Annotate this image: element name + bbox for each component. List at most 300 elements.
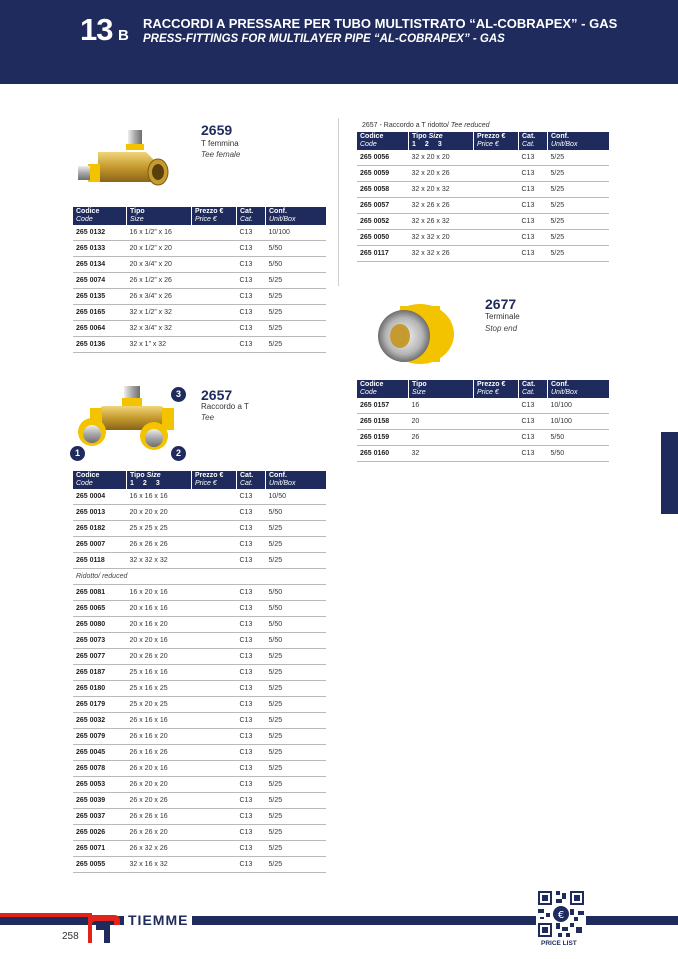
cell-code: 265 0004 [73,489,127,505]
cell-box: 10/100 [548,398,610,414]
cell-price [192,321,237,337]
cell-price [192,537,237,553]
cell-box: 5/25 [266,793,327,809]
cell-price [474,430,519,446]
cell-cat: C13 [237,225,266,241]
cell-box: 5/25 [266,681,327,697]
cell-box: 5/25 [266,521,327,537]
table-row [357,198,609,214]
table-row [73,825,326,841]
tee-female-image [76,126,186,198]
cell-code: 265 0071 [73,841,127,857]
cell-box: 5/25 [548,182,610,198]
table-row [73,665,326,681]
table-row [73,793,326,809]
col-price: Prezzo € Price € [192,207,237,225]
cell-box: 5/50 [266,601,327,617]
cell-box: 5/25 [266,553,327,569]
cell-code: 265 0081 [73,585,127,601]
table-row [73,713,326,729]
cell-box: 5/25 [266,337,327,353]
cell-box: 5/25 [266,649,327,665]
col-size: Tipo Size 1 2 3 [127,471,192,489]
cell-box: 5/25 [266,777,327,793]
product-code-2677: 2677 [485,296,517,312]
footer-stripe-right [586,916,678,925]
cell-code: 265 0135 [73,289,127,305]
cell-box: 5/25 [548,214,610,230]
table-row [73,337,326,353]
cell-price [474,230,519,246]
cell-cat: C13 [237,273,266,289]
cell-size: 25 x 16 x 16 [127,665,192,681]
cell-box: 10/100 [548,414,610,430]
price-list-label: PRICE LIST [541,940,577,947]
cell-size: 20 [409,414,474,430]
col-price: Prezzo € Price € [192,471,237,489]
cell-code: 265 0055 [73,857,127,873]
product-desc-en-2659: Tee female [201,150,241,159]
cell-cat: C13 [237,505,266,521]
cell-code: 265 0057 [357,198,409,214]
table-header [73,471,326,489]
cell-price [192,273,237,289]
product-desc-it-2677: Terminale [485,312,520,321]
cell-code: 265 0074 [73,273,127,289]
table-row [357,414,609,430]
section-side-tab [661,432,678,514]
cell-size: 16 [409,398,474,414]
cell-size: 20 x 16 x 16 [127,601,192,617]
cell-box: 5/50 [266,241,327,257]
cell-cat: C13 [237,585,266,601]
callout-1: 1 [70,446,85,461]
cell-price [192,241,237,257]
cell-size: 26 x 20 x 26 [127,793,192,809]
cell-code: 265 0007 [73,537,127,553]
cell-price [192,809,237,825]
product-desc-it-2659: T femmina [201,139,239,148]
cell-box: 5/25 [266,745,327,761]
cell-size: 26 x 1/2” x 26 [127,273,192,289]
cell-cat: C13 [237,857,266,873]
callout-2: 2 [171,446,186,461]
cell-price [192,305,237,321]
cell-cat: C13 [519,230,548,246]
table-row [357,398,609,414]
cell-price [474,150,519,166]
page-subtitle: PRESS-FITTINGS FOR MULTILAYER PIPE “AL-COBRAPEX” - GAS [143,33,505,45]
cell-size: 25 x 25 x 25 [127,521,192,537]
svg-text:€: € [557,910,565,921]
cell-size: 25 x 20 x 25 [127,697,192,713]
cell-size: 26 [409,430,474,446]
cell-cat: C13 [519,430,548,446]
cell-cat: C13 [519,150,548,166]
table-row [73,489,326,505]
cell-box: 5/25 [266,305,327,321]
cell-code: 265 0118 [73,553,127,569]
col-box: Conf. Unit/Box [548,380,610,398]
cell-box: 5/25 [266,665,327,681]
cell-box: 5/25 [266,697,327,713]
cell-size: 26 x 16 x 20 [127,729,192,745]
cell-price [192,553,237,569]
cell-code: 265 0077 [73,649,127,665]
col-cat: Cat. Cat. [237,471,266,489]
brand-logo: TIEMME [124,911,192,929]
cell-price [192,665,237,681]
col-cat: Cat. Cat. [237,207,266,225]
reduced-label: Ridotto/ reduced [73,569,326,585]
cell-cat: C13 [237,729,266,745]
cell-price [192,289,237,305]
cell-price [474,182,519,198]
cell-box: 5/50 [266,257,327,273]
table-header [73,207,326,225]
cell-cat: C13 [237,649,266,665]
cell-code: 265 0052 [357,214,409,230]
cell-box: 5/25 [266,857,327,873]
col-size: Tipo Size [409,380,474,398]
cell-code: 265 0160 [357,446,409,462]
page-title: RACCORDI A PRESSARE PER TUBO MULTISTRATO “AL-COBRAPEX” - GAS [143,16,618,31]
cell-code: 265 0182 [73,521,127,537]
cell-code: 265 0133 [73,241,127,257]
cell-size: 26 x 26 x 26 [127,537,192,553]
cell-price [192,745,237,761]
cell-size: 32 x 20 x 20 [409,150,474,166]
table-row [73,633,326,649]
product-desc-it-2657: Raccordo a T [201,402,249,411]
cell-cat: C13 [237,537,266,553]
cell-code: 265 0073 [73,633,127,649]
table-row [73,777,326,793]
cell-size: 32 x 32 x 26 [409,246,474,262]
cell-box: 10/100 [266,225,327,241]
cell-code: 265 0136 [73,337,127,353]
cell-cat: C13 [519,446,548,462]
cell-box: 5/25 [266,729,327,745]
reduced-subheader-row [73,569,326,585]
cell-code: 265 0032 [73,713,127,729]
cell-price [192,225,237,241]
cell-price [192,585,237,601]
cell-code: 265 0056 [357,150,409,166]
col-code: Codice Code [357,380,409,398]
cell-code: 265 0165 [73,305,127,321]
qr-code-icon[interactable] [536,889,586,939]
cell-cat: C13 [237,601,266,617]
cell-cat: C13 [237,745,266,761]
cell-code: 265 0132 [73,225,127,241]
price-table-2657-reduced [357,132,609,262]
cell-cat: C13 [237,489,266,505]
cell-price [474,246,519,262]
cell-code: 265 0058 [357,182,409,198]
cell-code: 265 0079 [73,729,127,745]
brand-mark-icon [88,913,122,945]
table-row [357,230,609,246]
cell-box: 5/25 [548,150,610,166]
cell-size: 26 x 16 x 26 [127,745,192,761]
cell-cat: C13 [519,182,548,198]
cell-code: 265 0059 [357,166,409,182]
cell-box: 5/50 [266,633,327,649]
cell-price [192,649,237,665]
cell-price [192,617,237,633]
cell-price [192,505,237,521]
table-row [73,841,326,857]
table-row [73,681,326,697]
cell-cat: C13 [237,305,266,321]
cell-price [474,214,519,230]
cell-box: 5/25 [266,321,327,337]
cell-size: 32 x 20 x 32 [409,182,474,198]
cell-size: 26 x 20 x 16 [127,761,192,777]
table-row [73,729,326,745]
cell-price [192,697,237,713]
cell-size: 20 x 20 x 20 [127,505,192,521]
cell-price [192,601,237,617]
table-row [357,166,609,182]
cell-size: 32 x 20 x 26 [409,166,474,182]
price-table-2677 [357,380,609,462]
cell-price [192,729,237,745]
cell-cat: C13 [519,246,548,262]
cell-price [474,414,519,430]
cell-box: 5/25 [266,761,327,777]
cell-cat: C13 [519,398,548,414]
col-price: Prezzo € Price € [474,132,519,150]
cell-code: 265 0039 [73,793,127,809]
cell-size: 32 x 26 x 26 [409,198,474,214]
cell-size: 26 x 26 x 20 [127,825,192,841]
cell-size: 32 x 1/2” x 32 [127,305,192,321]
cell-size: 32 x 26 x 32 [409,214,474,230]
page-header [0,0,678,84]
cell-price [474,166,519,182]
reduced-tee-caption: 2657 - Raccordo a T ridotto/ Tee reduced [362,122,490,129]
price-table-2659 [73,207,326,353]
cell-code: 265 0045 [73,745,127,761]
cell-size: 16 x 20 x 16 [127,585,192,601]
col-cat: Cat. Cat. [519,132,548,150]
cell-cat: C13 [237,809,266,825]
cell-cat: C13 [237,665,266,681]
table-row [73,521,326,537]
cell-price [192,857,237,873]
callout-3: 3 [171,387,186,402]
cell-size: 20 x 20 x 16 [127,633,192,649]
table-row [357,214,609,230]
cell-box: 5/25 [548,246,610,262]
column-divider [338,118,339,286]
cell-size: 25 x 16 x 25 [127,681,192,697]
cell-size: 20 x 26 x 20 [127,649,192,665]
cell-size: 32 x 16 x 32 [127,857,192,873]
table-row [73,273,326,289]
cell-size: 26 x 16 x 16 [127,713,192,729]
cell-price [474,446,519,462]
cell-code: 265 0159 [357,430,409,446]
stop-end-image [370,298,462,370]
table-row [73,617,326,633]
cell-code: 265 0158 [357,414,409,430]
table-row [73,321,326,337]
cell-cat: C13 [237,681,266,697]
cell-size: 32 x 1” x 32 [127,337,192,353]
product-code-2657: 2657 [201,387,233,403]
table-row [357,246,609,262]
table-row [73,601,326,617]
cell-box: 5/25 [266,273,327,289]
cell-box: 5/25 [548,230,610,246]
cell-price [192,825,237,841]
cell-price [192,841,237,857]
product-desc-en-2677: Stop end [485,324,518,333]
cell-box: 5/25 [548,198,610,214]
cell-price [192,777,237,793]
cell-code: 265 0013 [73,505,127,521]
price-table-2657 [73,471,326,873]
table-row [73,537,326,553]
cell-size: 20 x 16 x 20 [127,617,192,633]
cell-cat: C13 [237,697,266,713]
table-row [73,697,326,713]
cell-box: 5/25 [266,537,327,553]
cell-price [192,257,237,273]
cell-box: 5/25 [266,289,327,305]
cell-size: 26 x 20 x 20 [127,777,192,793]
cell-size: 26 x 32 x 26 [127,841,192,857]
cell-price [192,337,237,353]
cell-price [192,633,237,649]
cell-size: 32 x 3/4” x 32 [127,321,192,337]
table-row [357,182,609,198]
col-cat: Cat. Cat. [519,380,548,398]
cell-cat: C13 [237,777,266,793]
cell-cat: C13 [237,289,266,305]
cell-size: 32 x 32 x 20 [409,230,474,246]
cell-size: 32 [409,446,474,462]
cell-price [192,761,237,777]
table-row [73,553,326,569]
cell-cat: C13 [519,198,548,214]
table-row [357,150,609,166]
table-row [73,257,326,273]
cell-code: 265 0180 [73,681,127,697]
table-row [73,649,326,665]
section-number: 13 [80,12,113,47]
table-row [73,305,326,321]
cell-code: 265 0064 [73,321,127,337]
cell-size: 26 x 26 x 16 [127,809,192,825]
cell-size: 26 x 3/4” x 26 [127,289,192,305]
footer-red-accent [0,913,92,917]
footer-stripe [0,916,538,925]
cell-code: 265 0117 [357,246,409,262]
col-size: Tipo Size [127,207,192,225]
cell-cat: C13 [237,633,266,649]
cell-box: 5/50 [548,446,610,462]
cell-code: 265 0050 [357,230,409,246]
cell-cat: C13 [237,793,266,809]
cell-code: 265 0134 [73,257,127,273]
table-row [357,430,609,446]
cell-cat: C13 [519,414,548,430]
col-price: Prezzo € Price € [474,380,519,398]
col-code: Codice Code [73,207,127,225]
cell-code: 265 0065 [73,601,127,617]
cell-box: 5/50 [266,505,327,521]
cell-box: 5/25 [266,825,327,841]
cell-box: 10/50 [266,489,327,505]
table-row [73,241,326,257]
table-row [73,809,326,825]
cell-code: 265 0179 [73,697,127,713]
cell-cat: C13 [237,841,266,857]
table-row [73,225,326,241]
cell-size: 20 x 1/2” x 20 [127,241,192,257]
cell-price [192,793,237,809]
page-number: 258 [62,931,79,942]
cell-box: 5/50 [266,617,327,633]
table-row [73,857,326,873]
cell-code: 265 0187 [73,665,127,681]
cell-price [192,681,237,697]
cell-box: 5/25 [548,166,610,182]
cell-code: 265 0037 [73,809,127,825]
cell-price [192,713,237,729]
cell-box: 5/50 [266,585,327,601]
col-code: Codice Code [73,471,127,489]
cell-price [474,398,519,414]
cell-cat: C13 [237,617,266,633]
cell-cat: C13 [237,713,266,729]
cell-price [192,521,237,537]
col-box: Conf. Unit/Box [548,132,610,150]
cell-price [474,198,519,214]
table-row [73,761,326,777]
cell-size: 16 x 1/2” x 16 [127,225,192,241]
cell-box: 5/25 [266,841,327,857]
table-header [357,132,609,150]
table-row [73,289,326,305]
product-desc-en-2657: Tee [201,413,215,422]
cell-cat: C13 [237,337,266,353]
cell-code: 265 0080 [73,617,127,633]
cell-price [192,489,237,505]
cell-code: 265 0157 [357,398,409,414]
table-header [357,380,609,398]
cell-code: 265 0053 [73,777,127,793]
table-row [357,446,609,462]
cell-code: 265 0026 [73,825,127,841]
cell-cat: C13 [237,241,266,257]
cell-box: 5/25 [266,713,327,729]
cell-cat: C13 [237,553,266,569]
cell-size: 16 x 16 x 16 [127,489,192,505]
cell-cat: C13 [237,825,266,841]
col-size: Tipo Size 1 2 3 [409,132,474,150]
cell-code: 265 0078 [73,761,127,777]
cell-cat: C13 [519,214,548,230]
cell-size: 20 x 3/4” x 20 [127,257,192,273]
table-row [73,585,326,601]
cell-cat: C13 [519,166,548,182]
cell-size: 32 x 32 x 32 [127,553,192,569]
